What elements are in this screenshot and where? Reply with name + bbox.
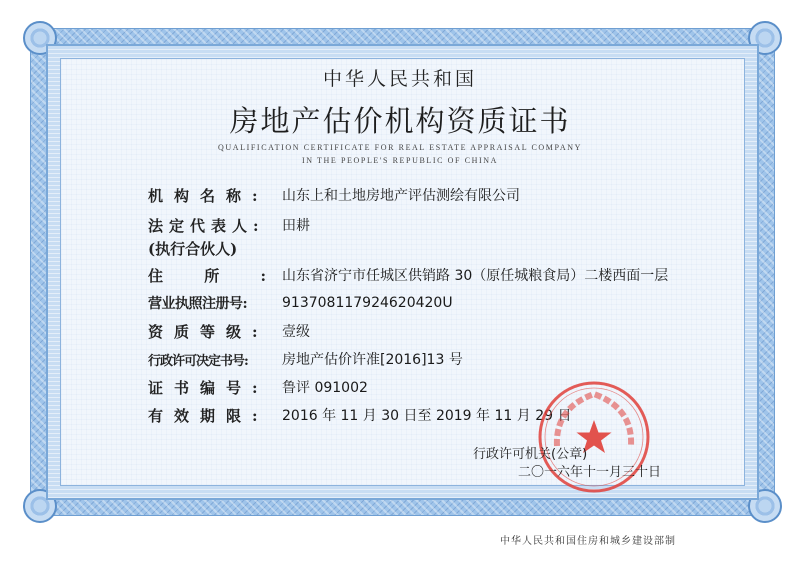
field-permit-number (148, 347, 463, 371)
field-validity-period (148, 403, 571, 427)
label-qualification-grade: 资质等级: (148, 322, 269, 341)
label-permit-number: 行政许可决定书号: (148, 353, 248, 369)
value-certificate-number: 鲁评 091002 (282, 380, 368, 396)
field-institution-name (148, 183, 520, 207)
country-title: 中华人民共和国 (322, 68, 477, 90)
label-executive-partner: (执行合伙人) (148, 239, 238, 258)
label-address-text: 住所: (148, 266, 266, 285)
field-certificate-number (148, 375, 368, 399)
field-partner-note (148, 236, 266, 260)
english-title-line1: QUALIFICATION CERTIFICATE FOR REAL ESTATE APPRAISAL COMPANY (218, 143, 582, 152)
label-validity-period: 有效期限: (148, 406, 269, 425)
field-qualification-grade (148, 319, 310, 343)
label-address (148, 265, 266, 286)
field-legal-representative (148, 213, 310, 237)
label-business-license: 营业执照注册号: (148, 296, 248, 312)
issuer-footer: 中华人民共和国住房和城乡建设部制 (500, 536, 676, 547)
value-address: 山东省济宁市任城区供销路 30（原任城粮食局）二楼西面一层 (282, 268, 669, 284)
certificate-title: 房地产估价机构资质证书 (229, 104, 571, 138)
issue-date: 二〇一六年十一月三十日 (518, 465, 662, 480)
value-validity-period: 2016 年 11 月 30 日至 2019 年 11 月 29 日 (282, 408, 572, 424)
field-business-license (148, 291, 453, 315)
value-qualification-grade: 壹级 (282, 324, 310, 340)
label-legal-representative: 法定代表人: (148, 216, 265, 235)
issuing-authority: 行政许可机关(公章) (473, 447, 588, 462)
english-title-line2: IN THE PEOPLE'S REPUBLIC OF CHINA (301, 156, 499, 165)
value-legal-representative: 田耕 (282, 218, 310, 234)
field-address (148, 263, 668, 287)
value-business-license: 913708117924620420U (282, 295, 453, 311)
value-permit-number: 房地产估价许准[2016]13 号 (282, 352, 463, 368)
value-institution-name: 山东上和土地房地产评估测绘有限公司 (282, 188, 520, 204)
label-institution-name: 机构名称: (148, 186, 269, 205)
label-certificate-number: 证书编号: (148, 378, 269, 397)
